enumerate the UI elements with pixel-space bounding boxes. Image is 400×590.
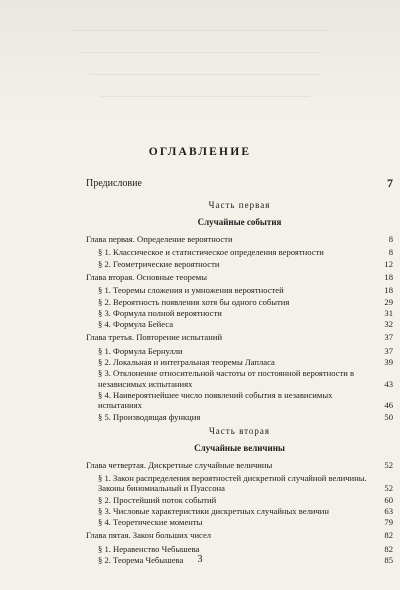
toc-entry-label: § 1. Неравенство Чебышева bbox=[98, 543, 200, 554]
toc-entry-page: 79 bbox=[384, 517, 393, 528]
toc-entry-page: 39 bbox=[384, 357, 393, 368]
toc-entry-page: 37 bbox=[384, 332, 393, 343]
toc-entry-chapter bbox=[86, 530, 393, 540]
part-title: Случайные величины bbox=[194, 442, 285, 453]
part-title: Случайные события bbox=[197, 217, 282, 228]
toc-entry-label: § 2. Теорема Чебышева bbox=[98, 555, 184, 566]
toc-entry-page: 31 bbox=[384, 307, 393, 318]
toc-entry-section bbox=[86, 390, 393, 411]
part-label: Часть вторая bbox=[208, 425, 271, 436]
toc-entry-label: § 5. Производящая функция bbox=[98, 411, 201, 422]
toc-entry-page: 43 bbox=[384, 378, 393, 389]
toc-entry-label: § 4. Наивероятнейшее число появлений события в независимых испытаниях bbox=[98, 390, 333, 411]
toc-entry-page: 8 bbox=[388, 233, 393, 244]
toc-entry-section bbox=[86, 495, 393, 505]
toc-entry-label: § 2. Вероятность появления хотя бы одного события bbox=[98, 296, 290, 307]
toc-entry-page: 50 bbox=[384, 411, 393, 422]
toc-entry-section bbox=[86, 357, 393, 367]
toc-entry-section bbox=[86, 346, 393, 356]
toc-entry-label: § 1. Классическое и статистическое определения вероятности bbox=[98, 247, 324, 258]
toc-entry-label: Глава первая. Определение вероятности bbox=[86, 233, 233, 244]
toc-entry-chapter bbox=[86, 460, 393, 470]
page-number: 3 bbox=[197, 554, 203, 565]
toc-entry-label: Глава третья. Повторение испытаний bbox=[86, 332, 223, 343]
toc-entry-section bbox=[86, 319, 393, 329]
toc-entry-section bbox=[86, 517, 393, 527]
toc-entry-page: 32 bbox=[384, 319, 393, 330]
part-label: Часть первая bbox=[208, 200, 271, 211]
toc-entry-page: 52 bbox=[384, 483, 393, 494]
toc-entry-label: § 3. Отклонение относительной частоты от постоянной вероятности в независимых испытаниях bbox=[98, 368, 355, 389]
toc-entry-label: § 2. Геометрические вероятности bbox=[98, 258, 220, 269]
toc-entry-page: 37 bbox=[384, 345, 393, 356]
toc-entry-label: § 4. Теоретические моменты bbox=[98, 517, 203, 528]
toc-entry-section bbox=[86, 297, 393, 307]
toc-title: ОГЛАВЛЕНИЕ bbox=[148, 146, 252, 158]
bleed-through-line bbox=[100, 96, 310, 97]
toc-entry-page: 82 bbox=[384, 530, 393, 541]
table-of-contents bbox=[86, 176, 393, 566]
toc-entry-page: 63 bbox=[384, 505, 393, 516]
toc-entry-section bbox=[86, 285, 393, 295]
toc-entry-label: § 3. Числовые характеристики дискретных случайных величин bbox=[98, 505, 329, 516]
toc-entry-page: 60 bbox=[384, 494, 393, 505]
bleed-through-line bbox=[80, 52, 320, 53]
toc-entry-page: 8 bbox=[388, 247, 393, 258]
toc-entry-section bbox=[86, 544, 393, 554]
toc-entry-page: 12 bbox=[384, 258, 393, 269]
toc-entry-section bbox=[86, 368, 393, 389]
toc-entry-section bbox=[86, 473, 393, 494]
toc-entry-section bbox=[86, 412, 393, 422]
toc-entry-label: § 1. Закон распределения вероятностей дискретной случайной величины. Законы биномиальный и Пуассона bbox=[98, 472, 367, 494]
toc-entry-page: 46 bbox=[384, 400, 393, 411]
toc-entry-page: 85 bbox=[384, 555, 393, 566]
toc-entry-section bbox=[86, 308, 393, 318]
toc-entry-page: 52 bbox=[384, 459, 393, 470]
toc-entry-preface bbox=[86, 176, 393, 190]
toc-entry-label: § 1. Формула Бернулли bbox=[98, 345, 183, 356]
toc-entry-page: 82 bbox=[384, 543, 393, 554]
toc-entry-section bbox=[86, 506, 393, 516]
toc-entry-page: 18 bbox=[384, 271, 393, 282]
toc-entry-page: 18 bbox=[384, 285, 393, 296]
toc-entry-label: Предисловие bbox=[86, 178, 142, 190]
toc-entry-label: § 1. Теоремы сложения и умножения вероятностей bbox=[98, 285, 284, 296]
toc-entry-label: § 2. Простейший поток событий bbox=[98, 494, 217, 505]
toc-entry-label: § 2. Локальная и интегральная теоремы Лапласа bbox=[98, 357, 275, 368]
toc-entry-section bbox=[86, 247, 393, 257]
toc-entry-chapter bbox=[86, 234, 393, 244]
toc-entry-page: 7 bbox=[387, 176, 393, 190]
toc-entry-label: § 3. Формула полной вероятности bbox=[98, 307, 222, 318]
bleed-through-line bbox=[90, 74, 320, 75]
toc-entry-section bbox=[86, 259, 393, 269]
bleed-through-shadow bbox=[0, 0, 400, 120]
bleed-through-line bbox=[70, 30, 330, 31]
toc-entry-label: Глава четвертая. Дискретные случайные величины bbox=[86, 459, 273, 470]
toc-entry-label: Глава вторая. Основные теоремы bbox=[86, 271, 207, 282]
toc-entry-label: Глава пятая. Закон больших чисел bbox=[86, 530, 212, 541]
toc-entry-page: 29 bbox=[384, 296, 393, 307]
toc-entry-chapter bbox=[86, 332, 393, 342]
toc-entry-chapter bbox=[86, 272, 393, 282]
toc-entry-label: § 4. Формула Бейеса bbox=[98, 319, 174, 330]
